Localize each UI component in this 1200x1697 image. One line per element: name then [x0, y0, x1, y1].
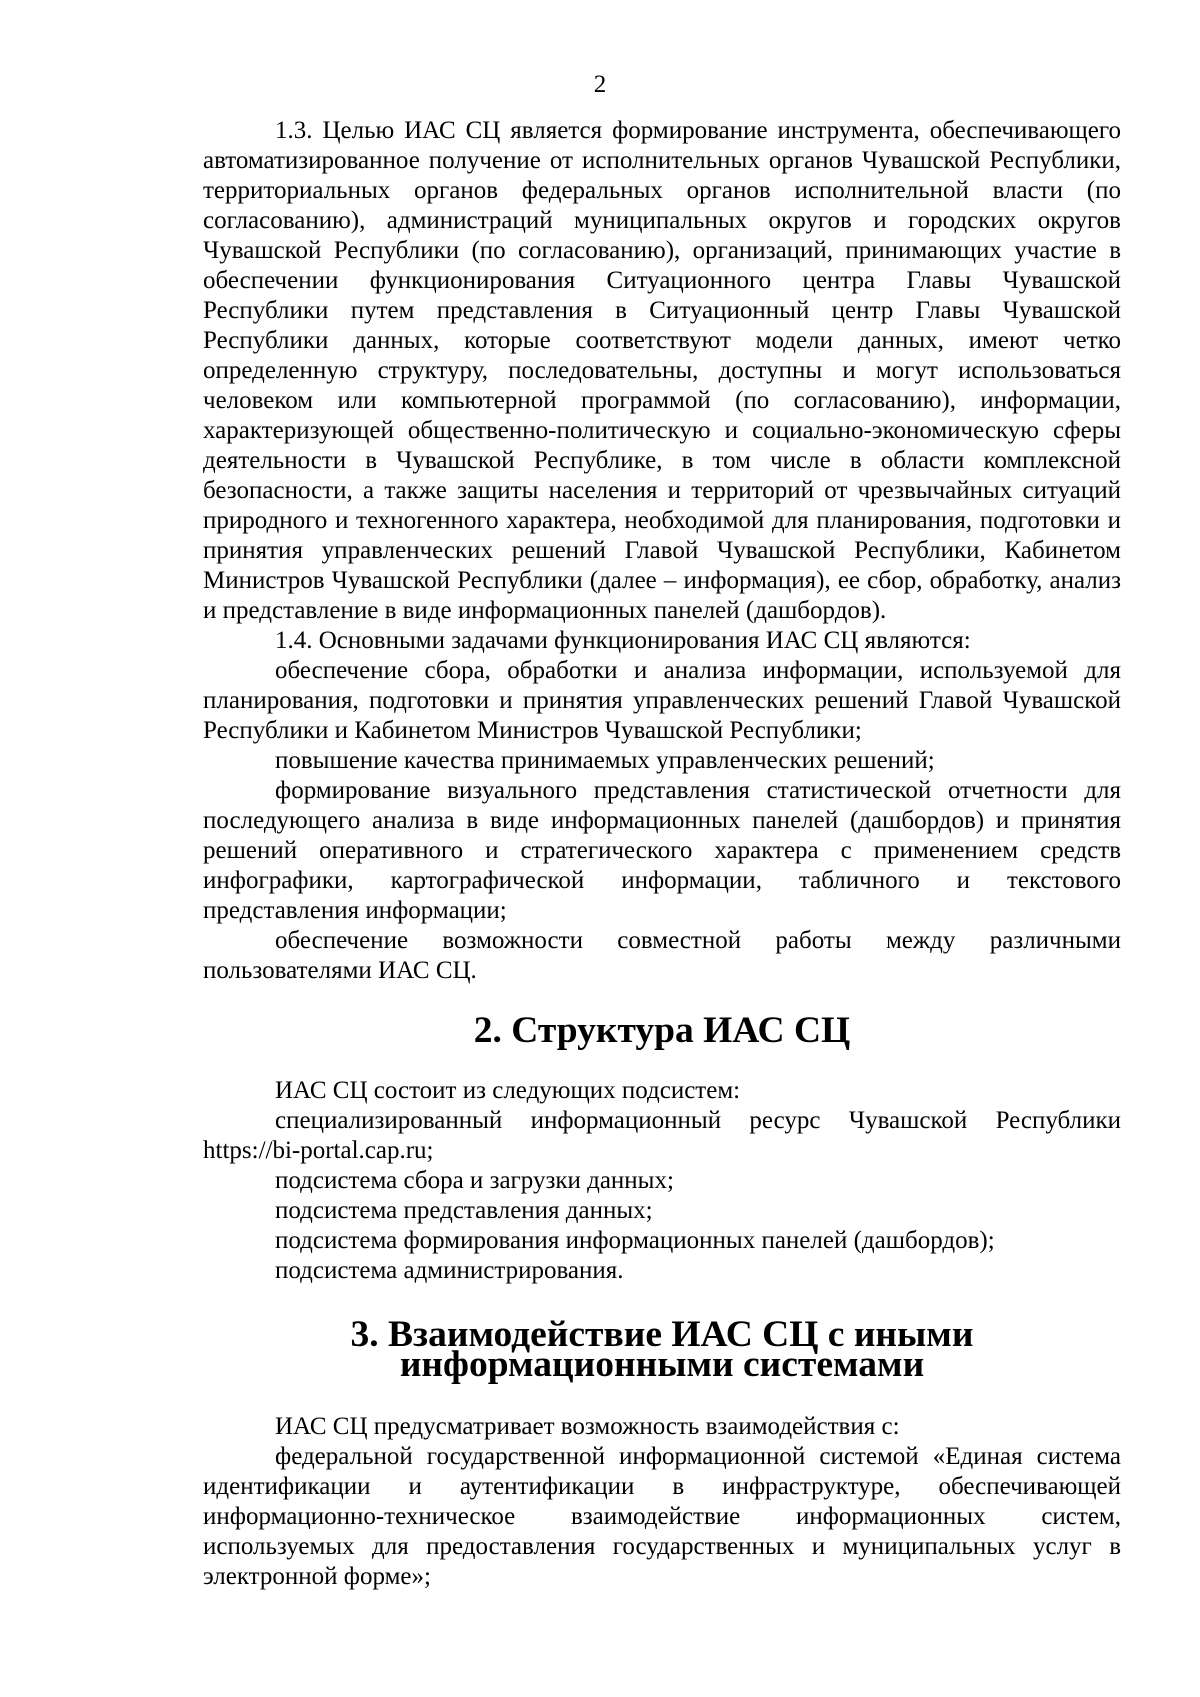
subsystem-item: подсистема формирования информационных панелей (дашбордов); — [275, 1227, 995, 1254]
interaction-item: федеральной государственной информационной системой «Единая система идентификации и аутентификации в инфраструктуре, обеспечивающей информационно-техническое взаимодействие информационных систем, используемых для предоставления государственных и муниципальных услуг в электронной форме»; — [203, 1443, 1121, 1590]
task-item: обеспечение возможности совместной работы между различными пользователями ИАС СЦ. — [203, 927, 1121, 984]
subsystem-item: подсистема сбора и загрузки данных; — [275, 1167, 674, 1194]
paragraph-1-4: 1.4. Основными задачами функционирования ИАС СЦ являются: — [275, 627, 971, 654]
section-heading: 2. Структура ИАС СЦ — [473, 1010, 851, 1051]
paragraph-1-3: 1.3. Целью ИАС СЦ является формирование инструмента, обеспечивающего автоматизированное получение от исполнительных органов Чувашской Республики, территориальных органов федеральных органов исполнительной власти (по согласованию), администраций муниципальных округов и городских округов Чувашской Республики (по согласованию), организаций, принимающих участие в обеспечении функционирования Ситуационного центра Главы Чувашской Республики путем представления в Ситуационный центр Главы Чувашской Республики данных, которые соответствуют модели данных, имеют четко определенную структуру, последовательны, доступны и могут использоваться человеком или компьютерной программой (по согласованию), информации, характеризующей общественно-политическую и социально-экономическую сферы деятельности в Чувашской Республике, в том числе в области комплексной безопасности, а также защиты населения и территорий от чрезвычайных ситуаций природного и техногенного характера, необходимой для планирования, подготовки и принятия управленческих решений Главой Чувашской Республики, Кабинетом Министров Чувашской Республики (далее – информация), ее сбор, обработку, анализ и представление в виде информационных панелей (дашбордов). — [203, 117, 1121, 624]
task-item: формирование визуального представления статистической отчетности для последующего анализа в виде информационных панелей (дашбордов) и принятия решений оперативного и стратегического характера с применением средств инфографики, картографической информации, табличного и текстового представления информации; — [203, 777, 1121, 924]
section-heading: 3. Взаимодействие ИАС СЦ с иными информационными системами — [350, 1314, 974, 1385]
page-number: 2 — [593, 71, 607, 98]
task-item: обеспечение сбора, обработки и анализа информации, используемой для планирования, подготовки и принятия управленческих решений Главой Чувашской Республики и Кабинетом Министров Чувашской Республики; — [203, 657, 1121, 744]
subsystem-item: подсистема администрирования. — [275, 1257, 624, 1284]
task-item: повышение качества принимаемых управленческих решений; — [275, 747, 935, 774]
paragraph: ИАС СЦ состоит из следующих подсистем: — [275, 1077, 741, 1104]
section-2 — [203, 1010, 1121, 1286]
subsystem-item: подсистема представления данных; — [275, 1197, 653, 1224]
subsystem-item: специализированный информационный ресурс Чувашской Республики https://bi-portal.cap.ru; — [203, 1107, 1121, 1164]
section-3 — [203, 1314, 1121, 1592]
document-body — [203, 116, 1121, 1592]
section-1 — [203, 116, 1121, 986]
paragraph: ИАС СЦ предусматривает возможность взаимодействия с: — [275, 1413, 900, 1440]
